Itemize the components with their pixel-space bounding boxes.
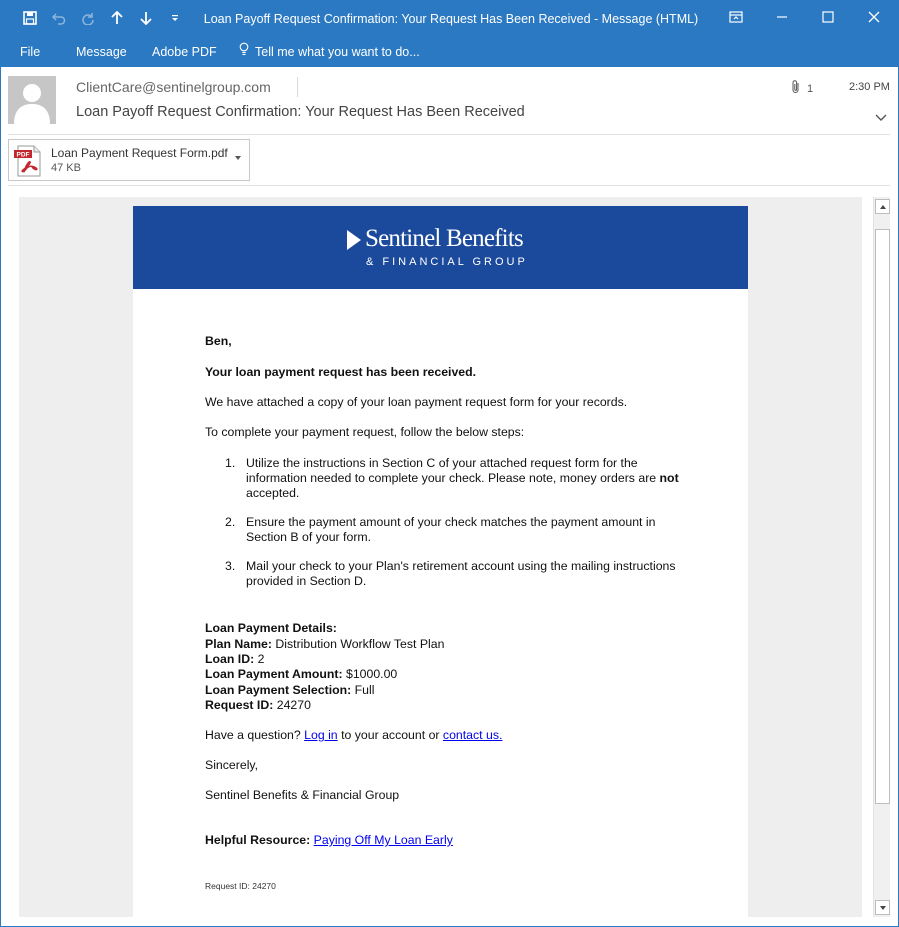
step-number: 1. xyxy=(225,456,236,470)
logo-arrow-icon xyxy=(346,229,362,251)
resource-link[interactable]: Paying Off My Loan Early xyxy=(313,833,453,847)
maximize-icon[interactable] xyxy=(805,1,851,33)
detail-row xyxy=(205,667,397,682)
detail-row xyxy=(205,652,264,667)
detail-row xyxy=(205,683,374,698)
attachment-name: Loan Payment Request Form.pdf xyxy=(51,146,228,160)
save-icon[interactable] xyxy=(18,7,42,29)
steps-intro: To complete your payment request, follow the below steps: xyxy=(205,425,525,439)
scrollbar-thumb[interactable] xyxy=(875,229,890,804)
detail-value: Distribution Workflow Test Plan xyxy=(271,637,445,651)
ribbon-tabs xyxy=(1,37,898,67)
message-header xyxy=(1,67,898,135)
resource-label: Helpful Resource: xyxy=(205,833,311,847)
step-text-part: accepted. xyxy=(246,486,300,500)
next-item-icon[interactable] xyxy=(134,7,158,29)
greeting: Ben, xyxy=(205,334,232,348)
redo-icon[interactable] xyxy=(76,7,100,29)
scroll-up-icon[interactable] xyxy=(875,199,890,214)
detail-value: Full xyxy=(351,683,375,697)
message-subject: Loan Payoff Request Confirmation: Your Request Has Been Received xyxy=(76,104,525,120)
header-divider xyxy=(8,134,890,135)
intro-text: We have attached a copy of your loan payment request form for your records. xyxy=(205,395,628,409)
sender-address[interactable]: ClientCare@sentinelgroup.com xyxy=(76,79,271,95)
tab-message[interactable]: Message xyxy=(76,45,127,59)
pdf-file-icon xyxy=(13,145,45,177)
attachment-size: 47 KB xyxy=(51,162,81,174)
login-link[interactable]: Log in xyxy=(304,728,338,742)
tell-me-box[interactable] xyxy=(239,42,420,62)
title-bar xyxy=(1,1,898,37)
chevron-down-icon[interactable] xyxy=(875,111,889,125)
received-time: 2:30 PM xyxy=(849,81,890,93)
scroll-down-icon[interactable] xyxy=(875,900,890,915)
attachment-divider xyxy=(8,185,890,186)
avatar xyxy=(8,76,56,124)
dropdown-arrow-icon[interactable] xyxy=(234,154,242,163)
previous-item-icon[interactable] xyxy=(105,7,129,29)
step-text-part: Utilize the instructions in Section C of your attached request form for the information needed to complete your check. Please note, money orders are xyxy=(246,456,660,485)
undo-icon[interactable] xyxy=(47,7,71,29)
tab-file[interactable]: File xyxy=(20,45,41,59)
message-body xyxy=(19,197,862,917)
email-banner xyxy=(133,206,748,289)
step-number: 2. xyxy=(225,515,236,529)
detail-row xyxy=(205,698,311,713)
tab-adobe-pdf[interactable]: Adobe PDF xyxy=(152,45,217,59)
attachment-item[interactable] xyxy=(8,139,250,181)
helpful-resource xyxy=(205,833,453,848)
tell-me-label: Tell me what you want to do... xyxy=(255,45,420,59)
detail-label: Plan Name: xyxy=(205,637,272,651)
question-text: Have a question? xyxy=(205,728,305,742)
sentinel-logo xyxy=(346,225,546,273)
detail-value: 24270 xyxy=(273,698,311,712)
footer-request-id: Request ID: 24270 xyxy=(205,881,276,891)
detail-label: Loan Payment Selection: xyxy=(205,683,352,697)
lightbulb-icon xyxy=(239,42,249,62)
paperclip-icon xyxy=(791,79,801,98)
step-text-bold: not xyxy=(659,471,679,485)
detail-label: Loan ID: xyxy=(205,652,255,666)
logo-sub-text: & FINANCIAL GROUP xyxy=(366,256,528,268)
step-text: Ensure the payment amount of your check matches the payment amount in Section B of your form. xyxy=(246,515,656,544)
customize-toolbar-icon[interactable] xyxy=(163,7,187,29)
question-line xyxy=(205,728,502,743)
close-icon[interactable] xyxy=(851,1,897,33)
detail-value: $1000.00 xyxy=(342,667,398,681)
vertical-scrollbar[interactable] xyxy=(873,197,890,917)
ribbon-display-options-icon[interactable] xyxy=(713,1,759,33)
contact-us-link[interactable]: contact us. xyxy=(442,728,503,742)
pdf-badge: PDF xyxy=(16,151,30,159)
signature: Sentinel Benefits & Financial Group xyxy=(205,788,400,802)
attachment-indicator xyxy=(791,79,813,98)
headline: Your loan payment request has been received. xyxy=(205,365,477,379)
detail-label: Request ID: xyxy=(205,698,274,712)
question-text: to your account or xyxy=(337,728,443,742)
logo-main-text: Sentinel Benefits xyxy=(365,225,523,252)
sender-separator xyxy=(297,77,298,97)
step-text: Mail your check to your Plan's retirement account using the mailing instructions provided in Section D. xyxy=(246,559,676,588)
detail-row xyxy=(205,637,444,652)
details-heading: Loan Payment Details: xyxy=(205,621,337,635)
detail-value: 2 xyxy=(254,652,265,666)
window-title: Loan Payoff Request Confirmation: Your Request Has Been Received - Message (HTML) xyxy=(203,12,699,26)
minimize-icon[interactable] xyxy=(759,1,805,33)
step-number: 3. xyxy=(225,559,236,573)
closing: Sincerely, xyxy=(205,758,259,772)
detail-label: Loan Payment Amount: xyxy=(205,667,343,681)
attachment-count: 1 xyxy=(807,82,814,95)
step-text xyxy=(246,456,686,501)
email-content xyxy=(133,206,748,917)
